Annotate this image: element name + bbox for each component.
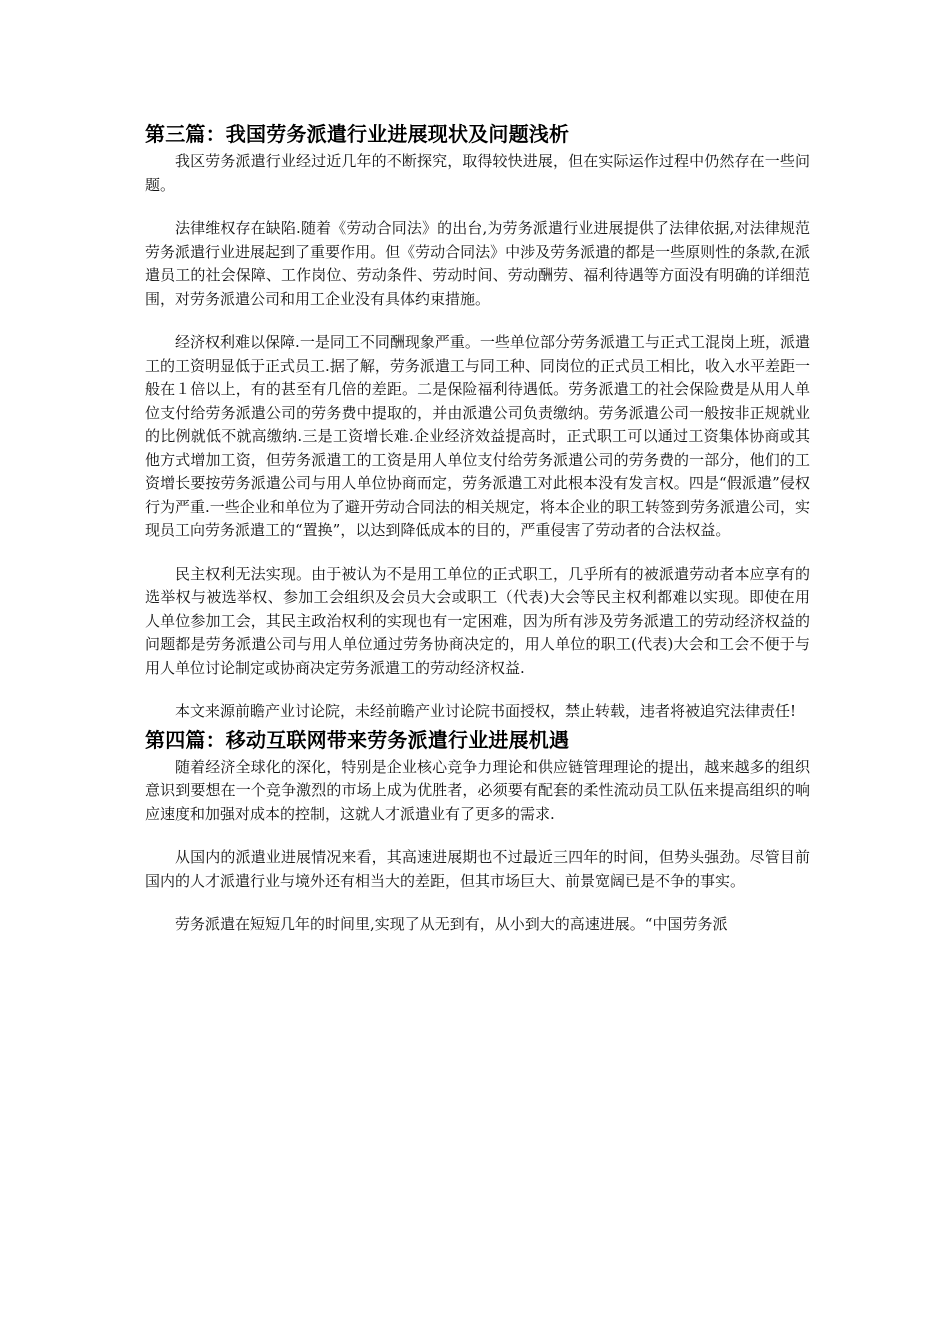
section-3-paragraph-1: 我区劳务派遣行业经过近几年的不断探究，取得较快进展，但在实际运作过程中仍然存在一些问题。 [145,152,810,194]
section-4-title: 第四篇：移动互联网带来劳务派遣行业进展机遇 [145,727,570,752]
document-body [145,118,810,937]
section-3-title: 第三篇：我国劳务派遣行业进展现状及问题浅析 [145,122,570,146]
section-4-paragraph-1: 随着经济全球化的深化，特别是企业核心竞争力理论和供应链管理理论的提出，越来越多的组织意识到要想在一个竞争激烈的市场上成为优胜者，必须要有配套的柔性流动员工队伍来提高组织的响应速度和加强对成本的控制，这就人才派遣业有了更多的需求. [145,757,810,823]
section-3-paragraph-4: 民主权利无法实现。由于被认为不是用工单位的正式职工，几乎所有的被派遣劳动者本应享有的选举权与被选举权、参加工会组织及会员大会或职工（代表)大会等民主权利都难以实现。即使在用人单位参加工会，其民主政治权利的实现也有一定困难，因为所有涉及劳务派遣工的劳动经济权益的问题都是劳务派遣公司与用人单位通过劳务协商决定的，用人单位的职工(代表)大会和工会不便于与用人单位讨论制定或协商决定劳务派遣工的劳动经济权益. [145,564,810,677]
section-3-paragraph-2: 法律维权存在缺陷.随着《劳动合同法》的出台,为劳务派遣行业进展提供了法律依据,对法律规范劳务派遣行业进展起到了重要作用。但《劳动合同法》中涉及劳务派遣的都是一些原则性的条款,在派遣员工的社会保障、工作岗位、劳动条件、劳动时间、劳动酬劳、福利待遇等方面没有明确的详细范围，对劳务派遣公司和用工企业没有具体约束措施。 [145,219,810,308]
section-3-paragraph-3: 经济权利难以保障.一是同工不同酬现象严重。一些单位部分劳务派遣工与正式工混岗上班，派遣工的工资明显低于正式员工.据了解，劳务派遣工与同工种、同岗位的正式员工相比，收入水平差距一般在１倍以上，有的甚至有几倍的差距。二是保险福利待遇低。劳务派遣工的社会保险费是从用人单位支付给劳务派遣公司的劳务费中提取的，并由派遣公司负责缴纳。劳务派遣公司一般按非正规就业的比例就低不就高缴纳.三是工资增长难.企业经济效益提高时，正式职工可以通过工资集体协商或其他方式增加工资，但劳务派遣工的工资是用人单位支付给劳务派遣公司的劳务费的一部分，他们的工资增长要按劳务派遣公司与用人单位协商而定，劳务派遣工对此根本没有发言权。四是“假派遣”侵权行为严重.一些企业和单位为了避开劳动合同法的相关规定，将本企业的职工转签到劳务派遣公司，实现员工向劳务派遣工的“置换”，以达到降低成本的目的，严重侵害了劳动者的合法权益。 [145,333,810,539]
section-4-paragraph-2: 从国内的派遣业进展情况来看，其高速进展期也不过最近三四年的时间，但势头强劲。尽管目前国内的人才派遣行业与境外还有相当大的差距，但其市场巨大、前景宽阔已是不争的事实。 [145,848,810,890]
section-3-copyright-notice: 本文来源前瞻产业讨论院，未经前瞻产业讨论院书面授权，禁止转载，违者将被追究法律责任! [175,702,797,720]
section-4-paragraph-3: 劳务派遣在短短几年的时间里,实现了从无到有，从小到大的高速进展。“中国劳务派 [175,915,728,933]
